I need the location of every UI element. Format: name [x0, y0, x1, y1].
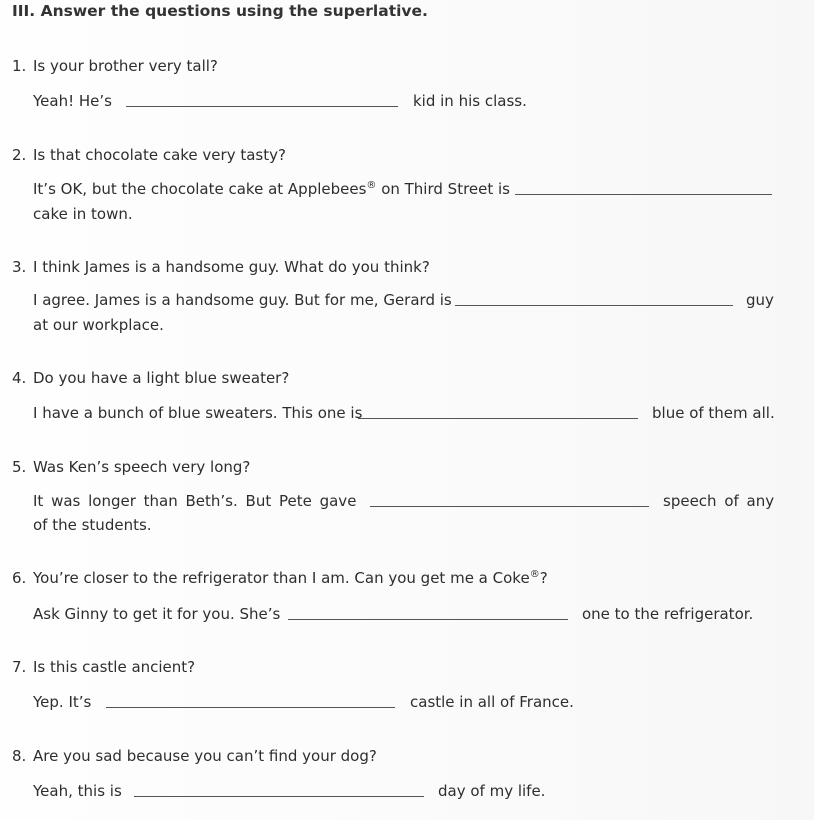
question-text: Is your brother very tall? — [33, 57, 218, 75]
question-3 — [12, 258, 430, 276]
question-4 — [12, 369, 289, 387]
question-text: Is that chocolate cake very tasty? — [33, 146, 286, 164]
answer-4-before: I have a bunch of blue sweaters. This one is — [33, 404, 363, 422]
answer-2-text-a: It’s OK, but the chocolate cake at Applebees — [33, 180, 367, 198]
registered-mark: ® — [366, 180, 377, 191]
question-number: 6. — [12, 569, 27, 587]
question-number: 5. — [12, 458, 27, 476]
answer-5-line2: of the students. — [33, 516, 152, 534]
registered-mark: ® — [529, 569, 540, 580]
question-text: Was Ken’s speech very long? — [33, 458, 251, 476]
answer-3-blank[interactable] — [455, 305, 733, 306]
question-number: 3. — [12, 258, 27, 276]
question-7 — [12, 658, 195, 676]
question-5 — [12, 458, 250, 476]
question-1 — [12, 57, 218, 75]
answer-1-before: Yeah! He’s — [33, 92, 112, 110]
answer-8-after: day of my life. — [438, 782, 546, 800]
answer-3-before: I agree. James is a handsome guy. But for me, Gerard is — [33, 291, 452, 309]
answer-2-before — [33, 180, 510, 198]
question-number: 4. — [12, 369, 27, 387]
question-6 — [12, 569, 548, 587]
question-number: 8. — [12, 747, 27, 765]
question-number: 7. — [12, 658, 27, 676]
answer-6-before: Ask Ginny to get it for you. She’s — [33, 605, 281, 623]
answer-2-blank[interactable] — [515, 194, 772, 195]
question-number: 1. — [12, 57, 27, 75]
question-2 — [12, 146, 286, 164]
answer-6-blank[interactable] — [288, 619, 568, 620]
answer-5-blank[interactable] — [370, 506, 649, 507]
question-text: Do you have a light blue sweater? — [33, 369, 290, 387]
answer-1-after: kid in his class. — [413, 92, 527, 110]
answer-6-after: one to the refrigerator. — [582, 605, 754, 623]
answer-5-before: It was longer than Beth’s. But Pete gave — [33, 492, 357, 510]
answer-5-after: speech of any — [663, 492, 775, 510]
question-8 — [12, 747, 377, 765]
question-text: Are you sad because you can’t find your dog? — [33, 747, 377, 765]
answer-2-text-b: on Third Street is — [376, 180, 511, 198]
exercise-title: III. Answer the questions using the superlative. — [12, 2, 428, 20]
question-text: I think James is a handsome guy. What do you think? — [33, 258, 430, 276]
answer-3-line2: at our workplace. — [33, 316, 164, 334]
answer-8-before: Yeah, this is — [33, 782, 122, 800]
answer-1-blank[interactable] — [126, 106, 398, 107]
answer-7-after: castle in all of France. — [410, 693, 574, 711]
question-6-end: ? — [539, 569, 548, 587]
question-number: 2. — [12, 146, 27, 164]
answer-4-blank[interactable] — [358, 418, 638, 419]
question-text: Is this castle ancient? — [33, 658, 196, 676]
answer-7-blank[interactable] — [106, 707, 395, 708]
answer-8-blank[interactable] — [134, 796, 424, 797]
question-text: You’re closer to the refrigerator than I am. Can you get me a Coke — [33, 569, 530, 587]
answer-4-after: blue of them all. — [652, 404, 775, 422]
answer-2-line2: cake in town. — [33, 205, 133, 223]
answer-3-after: guy — [746, 291, 774, 309]
answer-7-before: Yep. It’s — [33, 693, 92, 711]
